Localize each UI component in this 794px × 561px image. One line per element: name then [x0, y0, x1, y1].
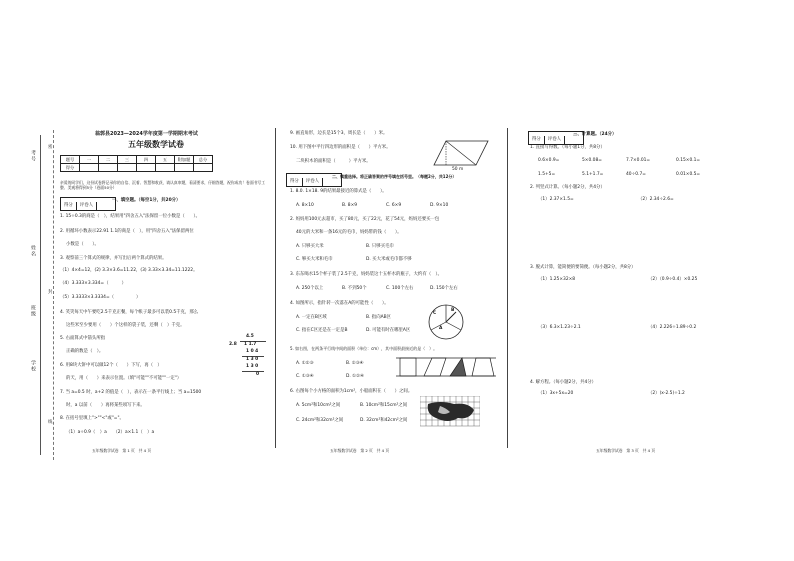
- score-cell[interactable]: [156, 164, 175, 172]
- side-label-school: 学校: [30, 360, 36, 372]
- spinner-figure: [426, 302, 466, 342]
- p1-line: 3. 观察前三个算式的规律，并写出后两个算式的结果。: [60, 256, 167, 261]
- spinner-label: B: [451, 308, 455, 313]
- vertical-calc-item: （2）2.34÷2.6=: [638, 197, 674, 202]
- boat-grid-figure: [420, 396, 480, 430]
- mental-math-item: 5×0.08=: [582, 158, 602, 163]
- p1-line: （1）4×4=12，(2) 3.3×3.6=11.22，(3) 3.33×3.34=11.1222。: [60, 268, 198, 273]
- q1-title: 1. 直接写得数。（每小题1分，共8分）: [530, 145, 605, 150]
- page3-footer: 五年级数学试卷 第 3 页 共 4 页: [596, 448, 656, 453]
- p1-line: 4. 笑笑每天中午要吃2.5千克正餐，每个帐子最多可以装0.5千克，那么: [60, 310, 199, 315]
- p2-option: D. 可能有时在哪里A区: [366, 328, 411, 333]
- score-box-label: 得分: [287, 178, 303, 186]
- exam-title: 翁郭县2023—2024学年度第一学期期末考试: [95, 131, 198, 137]
- p1-line: 这些米至少要用（ ）个这样的袋子装，还剩（ ）千克。: [66, 323, 185, 328]
- p2-option: A. 8×10: [296, 203, 314, 208]
- p1-line: 5. 右面算式中箭头所指: [60, 336, 106, 341]
- score-table-score-row: [61, 164, 213, 172]
- spinner-label: C: [433, 311, 437, 316]
- mental-math-item: 7.7×0.01=: [626, 158, 651, 163]
- p2-option: D. 32cm²和42cm²之间: [360, 418, 408, 423]
- score-table-header-row: [61, 156, 213, 164]
- section1-title: 一、填空题。（每空1分，共20分）: [112, 198, 181, 203]
- p2-option: A. 只够买大米: [296, 244, 324, 249]
- page-divider-1: [275, 128, 276, 448]
- p1-line: 2. 用循环小数表示22.91 1.1的商是（ ），用"四舍五入"法保留两位: [60, 229, 194, 234]
- p1-line: （4）3.333×3.334=（ ）: [60, 281, 127, 286]
- vertical-calc-item: （1）2.37×1.5=: [538, 197, 574, 202]
- p2-question: 3. 东东喝水15个杯子装了2.5千克，妈妈装这十五杯水的瓶子，大约有（ ）。: [290, 272, 443, 277]
- cut-line: [40, 135, 41, 455]
- exam-sheet: 考号 姓名 班级 学校 密 封 线 翁郭县2023—2024学年度第一学期期末考试 五年级数学试卷 题号 一 二 三 四 五 附加题 总分 得分 亲爱的同学们，这份试卷将记录你的自信、沉着、智慧和收获，请认真审题，看清要求，仔细答题，祝你成功！卷面书写工整、美观将得到5分（卷面50分） 得分 评卷人 一、填空题。（每空1分，共20分） 1. 15÷0.3的商是（ ），结果用"四舍五入"法保留一位小数是（ ）。 2. 用循环小数表示22.91 1.1的商是（ ），用"四舍五入"法保留两位 小数是（ ）。 3. 观察前三个算式的规律，并写出后两个算式的结果。 （1）4×4=12，(2) 3.3×3.6=11.22，(3) 3.33×3.34=11.1222。 （4）3.333×3.334=（ ） （5）3.3333×3.3334=（ ） 4. 笑笑每天中午要吃2.5千克正餐，每个帐子最多可以装0.5千克，那么 这些米至少要用（ ）个这样的袋子装，还剩（ ）千克。 5. 右面算式中箭头所指 正确的数是（ ）。 6. 用8块大饼中可以做12个（ ）下写，再（ ） 的天，用（ ）来表示位置。（填"可能""不可能""一定"） 7. 当 a=0.5 时，a+2 的值是（ ），表示在一条平行线上；当 a=1500 时，a 以前（ ）再将某些项写下来。 8. 在括号里填上">""<"或"="。 （1）a÷0.9（ ）a （2）a×1.1（ ）a 4.5 2.8 1 1.7 1 0 4 1 3 0 1 3 0 0 五年级数学试卷 第 1 页 共 4 页 9. 画直角形，边长是15个3，周长是（ ）米。 10. 用下图中平行四边形的面积是（ ）平方米。 二块积木的面积是（ ）平方米。 50 m 得分 评卷人 二、慎重选择。将正确答案的序号填在括号里。（每题2分，共12分） 1. 8.0. 1×18. 9的结果最接近的算式是（ ）。 A. 8×10 B. 8×9 C. 6×9 D. 9×10 2. 妈妈用100元去超市，买了80元，买了22元，花了54元，妈妈还要买一包 40元的大米和一条16元的毛巾，妈妈带的钱（ ）。 A. 只够买大米 B. 只够买毛巾 C. 够买大米和毛巾 D. 买大米或毛巾都不够 3. 东东喝水15个杯子装了2.5千克，妈妈装这十五杯水的瓶子，大约有（ ）。 A. 250个以上 B. 不到50个 C. 100个左右 D. 150个左右 4. 如图所示，指针转一次落在A的可能性（ ）。 A. 一定在B区域 B. 指向AB区 C. 指在C区还是在一定是B D. 可能有时在哪里A区 A B C 5. 如右图，在两条平行线中间的面积（单位：cm），其中面积最接近的是（ ）。 A. ①②③ B. ②③④ C. ①③④ D. ①②④ 6. 右图每个小方格的面积为1cm²，小船面积在（ ）之间。 A. 5cm²和10cm²之间 B. 10cm²和15cm²之间 C. 24cm²和32cm²之间 D. 32cm²和42cm²之间 五年级数学试卷 第 2 页 共 4 页 得分 评卷人 三、计算题。（24分） 1. 直接写得数。（每小题1分，共8分） 0.6×0.9= 5×0.08= 7.7×0.01= 0.15×0.1= 1.5+5= 5.1+1.7= 40÷0.7= 0.01×0.5= 2. 列竖式计算。（每小题2分，共4分） （1）2.37×1.5= （2）2.34÷2.6= 3. 脱式计算，能简便的要简便。（每小题2分，共8分） （1）1.25×32×8 （2）（0.9÷0.4）×0.25 （3）6.3×1.23÷2.1 （4）2.226÷1.89÷0.2 4. 解方程。（每小题2分，共4分） （1）3x+5x=20 （2）(x-2.5)÷1.2 五年级数学试卷 第 3 页 共 4 页: [0, 0, 794, 561]
- p1-line: （1）a÷0.9（ ）a （2）a×1.1（ ）a: [66, 430, 155, 435]
- section1-score-box: [60, 197, 116, 211]
- score-box-label: 得分: [529, 136, 545, 144]
- p2-option: A. 5cm²和10cm²之间: [296, 403, 341, 408]
- spinner-label: A: [439, 326, 443, 331]
- p2-option: D. 买大米或毛巾都不够: [366, 257, 412, 262]
- p2-option: C. 6×9: [386, 203, 402, 208]
- q4-title: 4. 解方程。（每小题2分，共4分）: [530, 380, 597, 385]
- p2-option: C. 100个左右: [386, 286, 414, 291]
- division-step: 0: [256, 372, 260, 377]
- score-box-reviewer: 评卷人: [545, 136, 565, 144]
- p2-option: D. ①②④: [346, 374, 364, 379]
- p2-option: B. 8×9: [342, 203, 358, 208]
- p1-line: 时，a 以前（ ）再将某些项写下来。: [66, 403, 145, 408]
- score-header-cell: 二: [99, 156, 118, 164]
- score-cell[interactable]: [118, 164, 137, 172]
- p2-question: 4. 如图所示，指针转一次落在A的可能性（ ）。: [290, 301, 389, 306]
- p2-question: 5. 如右图，在两条平行线中间的面积（单位：cm），其中面积最接近的是（ ）。: [290, 346, 438, 351]
- score-header-cell: 五: [156, 156, 175, 164]
- p2-option: D. 150个左右: [430, 286, 458, 291]
- stepwise-calc-item: （4）2.226÷1.89÷0.2: [648, 325, 697, 330]
- score-header-cell: 一: [80, 156, 99, 164]
- p1-line: 6. 用8块大饼中可以做12个（ ）下写，再（ ）: [60, 363, 162, 368]
- division-step: 1 3 0: [246, 364, 259, 369]
- p2-option: A. ①②③: [296, 361, 314, 366]
- score-row-label: 得分: [61, 164, 80, 172]
- p1-line: 8. 在括号里填上">""<"或"="。: [60, 416, 124, 421]
- mental-math-item: 0.01×0.5=: [676, 172, 701, 177]
- parallelogram-label: 50 m: [452, 167, 464, 172]
- equation-item: （1）3x+5x=20: [538, 391, 574, 396]
- score-header-cell: 总分: [194, 156, 213, 164]
- score-box-reviewer: 评卷人: [77, 202, 97, 210]
- score-header-cell: 题号: [61, 156, 80, 164]
- p2-option: A. 一定在B区域: [296, 315, 327, 320]
- p2-line: 9. 画直角形，边长是15个3，周长是（ ）米。: [290, 131, 388, 136]
- p2-option: B. 只够买毛巾: [366, 244, 394, 249]
- section3-title: 三、计算题。（24分）: [573, 132, 617, 137]
- score-header-cell: 四: [137, 156, 156, 164]
- score-cell[interactable]: [80, 164, 99, 172]
- page-divider-2: [507, 128, 508, 448]
- score-cell[interactable]: [99, 164, 118, 172]
- mental-math-item: 5.1+1.7=: [582, 172, 604, 177]
- score-cell[interactable]: [194, 164, 213, 172]
- page1-footer: 五年级数学试卷 第 1 页 共 4 页: [92, 448, 152, 453]
- p1-line: 1. 15÷0.3的商是（ ），结果用"四舍五入"法保留一位小数是（ ）。: [60, 214, 201, 219]
- score-header-cell: 三: [118, 156, 137, 164]
- stepwise-calc-item: （1）1.25×32×8: [538, 277, 576, 282]
- score-box-label: 得分: [61, 202, 77, 210]
- q3-title: 3. 脱式计算，能简便的要简便。（每小题2分，共8分）: [530, 265, 636, 270]
- score-table: [60, 155, 213, 172]
- mental-math-item: 1.5+5=: [538, 172, 556, 177]
- mental-math-item: 0.15×0.1=: [676, 158, 701, 163]
- p2-question: 6. 右图每个小方格的面积为1cm²，小船面积在（ ）之间。: [290, 389, 413, 394]
- p1-line: 7. 当 a=0.5 时，a+2 的值是（ ），表示在一条平行线上；当 a=1500: [60, 390, 202, 395]
- score-header-cell: 附加题: [175, 156, 194, 164]
- p2-option: B. 10cm²和15cm²之间: [360, 403, 408, 408]
- p2-option: B. 不到50个: [342, 286, 367, 291]
- division-divisor: 2.8: [229, 342, 237, 347]
- p1-line: 正确的数是（ ）。: [66, 349, 104, 354]
- p2-option: A. 250个以上: [296, 286, 324, 291]
- division-quotient: 4.5: [246, 334, 254, 339]
- stepwise-calc-item: （3）6.3×1.23÷2.1: [538, 325, 581, 330]
- side-label-exam-number: 考号: [30, 150, 36, 162]
- parallel-lines-figure: [396, 356, 496, 378]
- p1-line: 的天，用（ ）来表示位置。（填"可能""不可能""一定"）: [66, 376, 182, 381]
- p2-line: 二块积木的面积是（ ）平方米。: [296, 159, 371, 164]
- section2-title: 二、慎重选择。将正确答案的序号填在括号里。（每题2分，共12分）: [332, 174, 457, 179]
- p2-option: B. ②③④: [346, 361, 364, 366]
- p2-question: 2. 妈妈用100元去超市，买了80元，买了22元，花了54元，妈妈还要买一包: [290, 217, 440, 222]
- stepwise-calc-item: （2）（0.9÷0.4）×0.25: [648, 277, 698, 282]
- division-step: 1 3 0: [246, 357, 259, 362]
- q2-title: 2. 列竖式计算。（每小题2分，共4分）: [530, 185, 605, 190]
- p2-option: C. 24cm²和32cm²之间: [296, 418, 344, 423]
- equation-item: （2）(x-2.5)÷1.2: [648, 391, 685, 396]
- side-label-name: 姓名: [30, 245, 36, 257]
- exam-notice: 亲爱的同学们，这份试卷将记录你的自信、沉着、智慧和收获，请认真审题，看清要求，仔细答题，祝你成功！卷面书写工整、美观将得到5分（卷面50分）: [60, 180, 266, 190]
- division-dividend: 1 1.7: [244, 342, 257, 347]
- p2-option: C. ①③④: [296, 374, 314, 379]
- score-cell[interactable]: [137, 164, 156, 172]
- p2-option: B. 指向AB区: [366, 315, 391, 320]
- p1-line: （5）3.3333×3.3334=（ ）: [60, 295, 141, 300]
- p2-option: C. 够买大米和毛巾: [296, 257, 333, 262]
- p2-question: 1. 8.0. 1×18. 9的结果最接近的算式是（ ）。: [290, 189, 387, 194]
- p1-line: 小数是（ ）。: [66, 242, 99, 247]
- score-box-reviewer: 评卷人: [303, 178, 323, 186]
- p2-line: 10. 用下图中平行四边形的面积是（ ）平方米。: [290, 145, 391, 150]
- division-step: 1 0 4: [246, 349, 259, 354]
- side-label-class: 班级: [30, 305, 36, 317]
- mental-math-item: 0.6×0.9=: [538, 158, 560, 163]
- subject-title: 五年级数学试卷: [128, 140, 184, 149]
- p2-question: 40元的大米和一条16元的毛巾，妈妈带的钱（ ）。: [296, 230, 402, 235]
- score-cell[interactable]: [175, 164, 194, 172]
- p2-option: C. 指在C区还是在一定是B: [296, 328, 348, 333]
- page2-footer: 五年级数学试卷 第 2 页 共 4 页: [330, 448, 390, 453]
- mental-math-item: 40÷0.7=: [626, 172, 646, 177]
- p2-option: D. 9×10: [430, 203, 449, 208]
